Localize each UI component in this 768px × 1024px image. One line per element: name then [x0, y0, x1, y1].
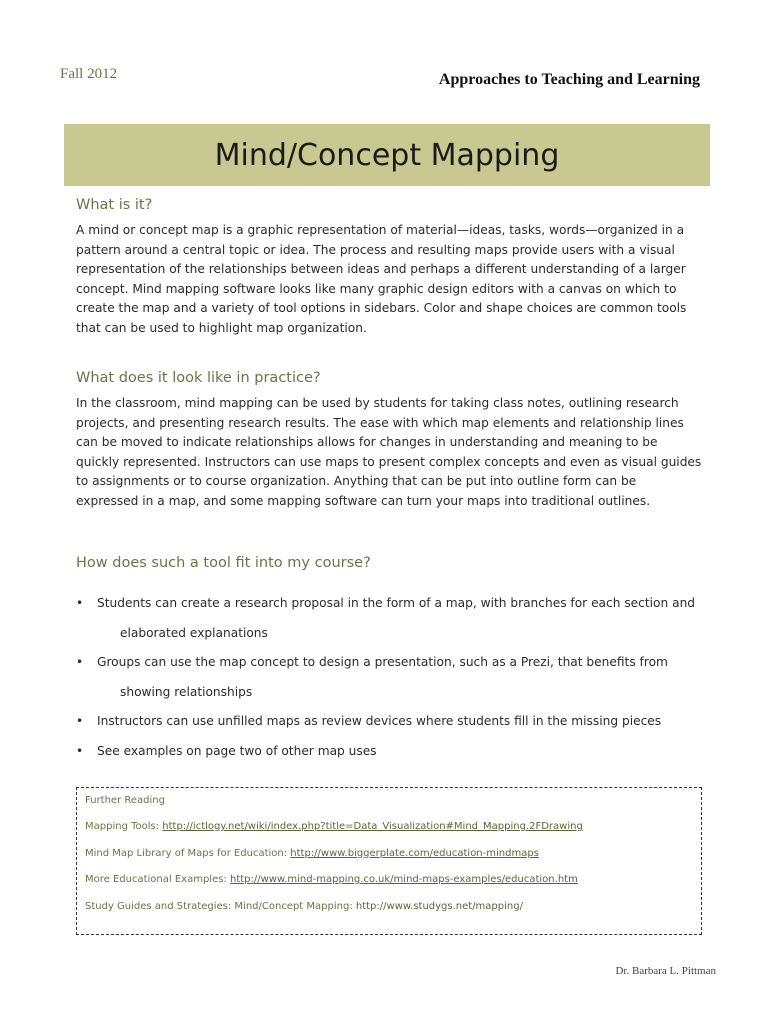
page-title: Mind/Concept Mapping: [214, 137, 560, 173]
reading-item-label: Mapping Tools:: [85, 821, 163, 832]
reading-link-mapping-tools[interactable]: http://ictlogy.net/wiki/index.php?title=Data_Visualization#Mind_Mapping.2FDrawing: [162, 821, 583, 832]
list-item: [76, 589, 702, 648]
section-body: A mind or concept map is a graphic representation of material—ideas, tasks, words—organized in a pattern around a central topic or idea. The process and resulting maps provide users with a visual representation of the relationships between ideas and perhaps a different understanding of a larger concept. Mind mapping software looks like many graphic design editors with a canvas on which to create the map and a variety of tool options in sidebars. Color and shape choices are common tools that can be used to highlight map organization.: [76, 223, 687, 335]
list-item: [76, 707, 702, 737]
reading-item-label: Mind Map Library of Maps for Education:: [85, 847, 291, 859]
series-title: Approaches to Teaching and Learning: [438, 71, 700, 88]
reading-url-study-guides: http://www.studygs.net/mapping/: [355, 900, 523, 912]
section-course-fit: [76, 555, 702, 766]
bullet-text: Groups can use the map concept to design a presentation, such as a Prezi, that benefits from: [97, 655, 668, 669]
reading-link-educational-examples[interactable]: http://www.mind-mapping.co.uk/mind-maps-examples/education.htm: [229, 874, 578, 885]
list-item: [76, 648, 702, 707]
section-in-practice: [76, 370, 702, 512]
section-what-is-it: [76, 197, 702, 339]
bullet-list: [76, 589, 702, 766]
reading-item-label: More Educational Examples:: [85, 874, 230, 885]
reading-item-mapping-tools: [85, 820, 693, 834]
bullet-text: See examples on page two of other map uses: [97, 743, 377, 758]
reading-item-map-library: [85, 847, 693, 861]
bullet-text: Instructors can use unfilled maps as review devices where students fill in the missing pieces: [97, 714, 662, 728]
section-heading: What does it look like in practice?: [76, 370, 321, 386]
further-reading-box: [76, 787, 702, 935]
further-reading-title: Further Reading: [85, 795, 165, 806]
section-heading: What is it?: [76, 197, 153, 213]
bullet-continuation: showing relationships: [120, 684, 253, 699]
section-heading: How does such a tool fit into my course?: [76, 555, 371, 571]
author-footer: Dr. Barbara L. Pittman: [615, 965, 716, 977]
section-body: In the classroom, mind mapping can be used by students for taking class notes, outlining research projects, and presenting research results. The ease with which map elements and relationship lines can be moved to indicate relationships allows for changes in understanding and meaning to be quickly represented. Instructors can use maps to present complex concepts and even as visual guides to assignments or to course organization. Anything that can be put into outline form can be expressed in a map, and some mapping software can turn your maps into traditional outlines.: [76, 396, 702, 508]
bullet-continuation: elaborated explanations: [120, 625, 268, 640]
reading-item-educational-examples: [85, 873, 693, 887]
reading-item-label: Study Guides and Strategies: Mind/Concept Mapping:: [85, 900, 356, 912]
bullet-text: Students can create a research proposal in the form of a map, with branches for each section and: [97, 596, 696, 610]
reading-link-map-library[interactable]: http://www.biggerplate.com/education-mindmaps: [290, 847, 539, 859]
list-item: [76, 737, 702, 767]
title-banner: [64, 124, 710, 186]
reading-item-study-guides: [85, 900, 693, 914]
semester-label: Fall 2012: [60, 66, 118, 82]
